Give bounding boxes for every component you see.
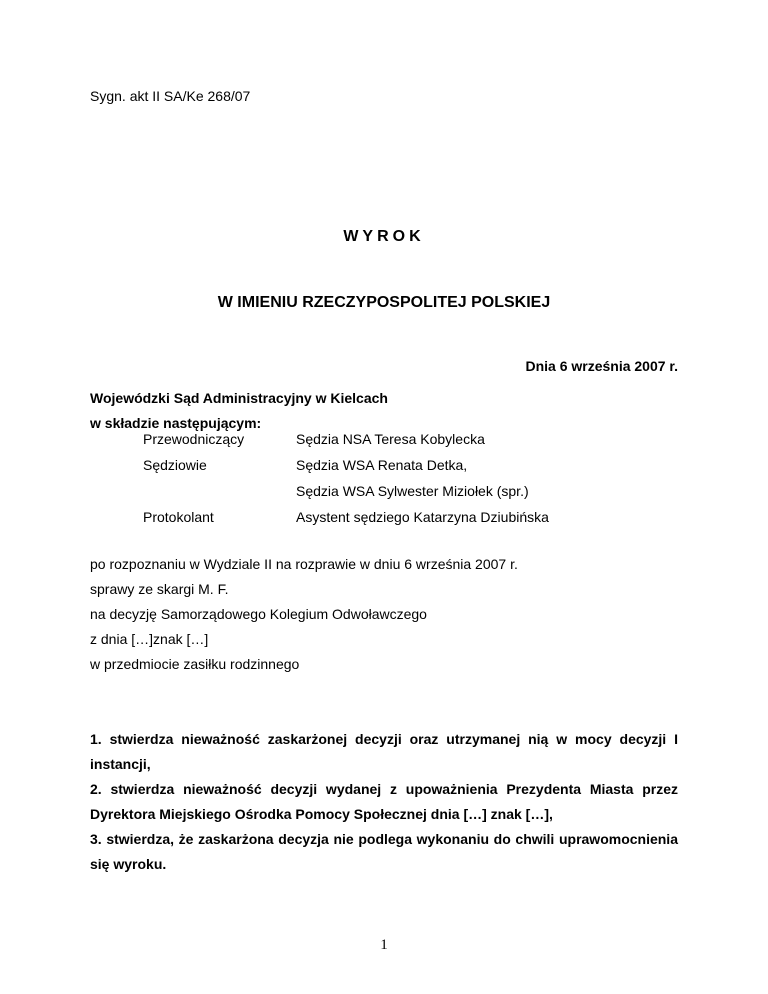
ruling-item: 2. stwierdza nieważność decyzji wydanej z upoważnienia Prezydenta Miasta przez Dyrektora Miejskiego Ośrodka Pomocy Społecznej dnia […] znak […],	[90, 781, 678, 822]
proceedings-line: w przedmiocie zasiłku rodzinnego	[90, 656, 300, 672]
proceedings-line: z dnia […]znak […]	[90, 631, 209, 647]
panel-member: Sędzia WSA Sylwester Miziołek (spr.)	[296, 483, 529, 499]
document-title: WYROK	[343, 228, 425, 245]
proceedings-line: na decyzję Samorządowego Kolegium Odwoławczego	[90, 606, 427, 622]
ruling-item: 3. stwierdza, że zaskarżona decyzja nie podlega wykonaniu do chwili uprawomocnienia się wyroku.	[90, 831, 678, 872]
ruling-item: 1. stwierdza nieważność zaskarżonej decyzji oraz utrzymanej nią w mocy decyzji I instancji,	[90, 731, 678, 772]
panel-member: Sędzia WSA Renata Detka,	[296, 457, 468, 473]
court-name: Wojewódzki Sąd Administracyjny w Kielcach	[90, 390, 388, 406]
case-signature: Sygn. akt II SA/Ke 268/07	[90, 88, 251, 104]
panel-role: Protokolant	[143, 509, 214, 525]
composition-label: w składzie następującym:	[90, 415, 262, 431]
ruling-section	[90, 727, 678, 877]
panel-member: Asystent sędziego Katarzyna Dziubińska	[296, 509, 549, 525]
panel-member: Sędzia NSA Teresa Kobylecka	[296, 431, 485, 447]
document-subtitle: W IMIENIU RZECZYPOSPOLITEJ POLSKIEJ	[217, 294, 551, 311]
panel-role: Przewodniczący	[143, 431, 245, 447]
proceedings-line: po rozpoznaniu w Wydziale II na rozprawie w dniu 6 września 2007 r.	[90, 556, 518, 572]
proceedings-line: sprawy ze skargi M. F.	[90, 581, 229, 597]
page-number: 1	[380, 937, 388, 953]
judgment-date: Dnia 6 września 2007 r.	[525, 358, 678, 374]
panel-role: Sędziowie	[143, 457, 207, 473]
